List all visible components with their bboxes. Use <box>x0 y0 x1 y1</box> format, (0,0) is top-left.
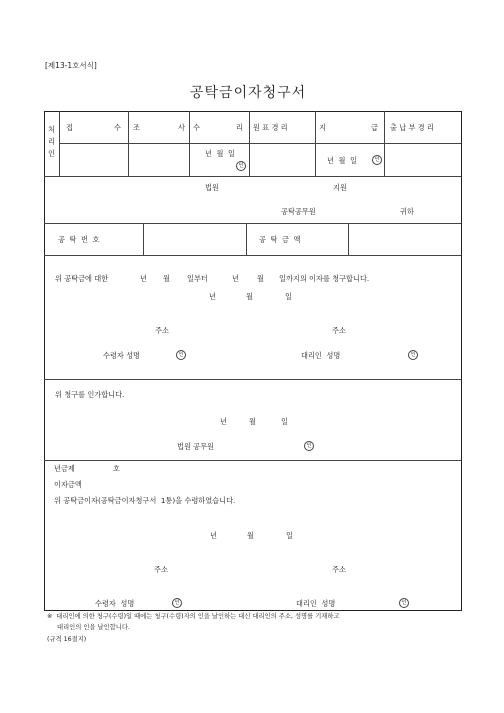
deposit-number-label: 공 탁 번 호 <box>58 235 100 244</box>
seal-mark: 인 <box>304 441 314 451</box>
reception-col-line <box>384 111 385 176</box>
reception-date-2: 년 월 일 <box>327 156 357 165</box>
request-recipient-name: 수령자 성명 <box>103 351 141 360</box>
reception-bottom-line <box>44 176 461 177</box>
receipt-agent-name: 대리인 성명 <box>296 599 336 608</box>
receipt-recipient-name: 수령자 성명 <box>95 599 135 608</box>
request-date-month: 월 <box>246 292 253 301</box>
receipt-date-month: 월 <box>247 531 254 540</box>
reception-col-line <box>189 111 190 176</box>
deposit-top-line <box>44 223 461 224</box>
col-label: 사 <box>178 123 185 132</box>
request-text: 년 <box>232 274 239 283</box>
receipt-address-right: 주소 <box>332 565 346 574</box>
request-text: 일부터 <box>187 274 208 283</box>
reception-mid-line <box>59 143 461 144</box>
approval-date-month: 월 <box>249 417 256 426</box>
col-label: 접 <box>66 123 73 132</box>
frame-left <box>44 111 45 610</box>
col-label: 원 표 경 리 <box>253 123 288 132</box>
addressee-branch: 지원 <box>333 183 347 192</box>
receipt-date-day: 일 <box>286 531 293 540</box>
col-label: 리 <box>236 123 243 132</box>
seal-mark: 인 <box>372 155 382 165</box>
seal-mark: 인 <box>172 598 182 608</box>
footnote-line2: 대리인의 인을 날인합니다. <box>57 624 130 631</box>
approval-officer: 법원 공무원 <box>177 442 215 451</box>
request-text: 월 <box>257 274 264 283</box>
col-label: 출 납 부 경 리 <box>390 123 434 132</box>
request-text: 년 <box>140 274 147 283</box>
reception-col-line <box>249 111 250 176</box>
col-label: 수 <box>114 123 121 132</box>
seal-mark: 인 <box>176 350 186 360</box>
addressee-honorific: 귀하 <box>400 207 414 216</box>
seal-mark: 인 <box>236 161 246 171</box>
request-address-left: 주소 <box>155 326 169 335</box>
deposit-col-line <box>246 223 247 255</box>
form-number: [제13-1호서식] <box>45 61 97 70</box>
reception-side-label: 처 리 인 <box>48 125 55 158</box>
footnote-line1: ※ 대리인에 의한 청구(수령)일 때에는 청구(수령)자의 인을 날인하는 대신 대리인의 주소, 성명를 기재하고 <box>47 613 340 620</box>
seal-mark: 인 <box>399 598 409 608</box>
request-text: 월 <box>163 274 170 283</box>
request-date-day: 일 <box>285 292 292 301</box>
approval-date-year: 년 <box>220 417 227 426</box>
deposit-bottom-line <box>44 255 461 256</box>
reception-col-line <box>315 111 316 176</box>
addressee-officer: 공탁공무원 <box>281 207 316 216</box>
receipt-date-year: 년 <box>210 531 217 540</box>
addressee-court: 법원 <box>205 183 219 192</box>
request-text: 위 공탁금에 대한 <box>55 274 109 283</box>
reception-date-1: 년 월 일 <box>205 149 235 158</box>
reception-col-line <box>128 111 129 176</box>
frame-bottom <box>44 610 462 611</box>
col-label: 조 <box>133 123 140 132</box>
deposit-col-line <box>348 223 349 255</box>
request-agent-name: 대리인 성명 <box>301 351 341 360</box>
request-date-year: 년 <box>209 292 216 301</box>
reception-col-line <box>59 111 60 176</box>
regulation-note: (규격 16절지) <box>47 636 87 643</box>
receipt-line1-ho: 호 <box>113 464 120 473</box>
deposit-col-line <box>143 223 144 255</box>
request-text: 일까지의 이자를 청구합니다. <box>279 274 370 283</box>
frame-top <box>44 111 462 112</box>
approval-top-line <box>44 379 461 380</box>
seal-mark: 인 <box>408 350 418 360</box>
receipt-top-line <box>44 460 461 461</box>
receipt-address-left: 주소 <box>154 565 168 574</box>
deposit-amount-label: 공 탁 금 액 <box>259 235 301 244</box>
receipt-line1: 년금제 <box>54 464 75 473</box>
request-address-right: 주소 <box>332 326 346 335</box>
col-label: 급 <box>371 123 378 132</box>
col-label: 지 <box>319 123 326 132</box>
form-title: 공탁금이자청구서 <box>190 85 307 101</box>
approval-date-day: 일 <box>281 417 288 426</box>
frame-right <box>461 111 462 610</box>
col-label: 수 <box>193 123 200 132</box>
receipt-line3: 위 공탁금이자(공탁금이자청구서 1통)을 수령하였습니다. <box>54 496 236 505</box>
approval-text: 위 청구를 인가합니다. <box>55 390 125 399</box>
receipt-line2: 이자금액 <box>54 480 82 489</box>
